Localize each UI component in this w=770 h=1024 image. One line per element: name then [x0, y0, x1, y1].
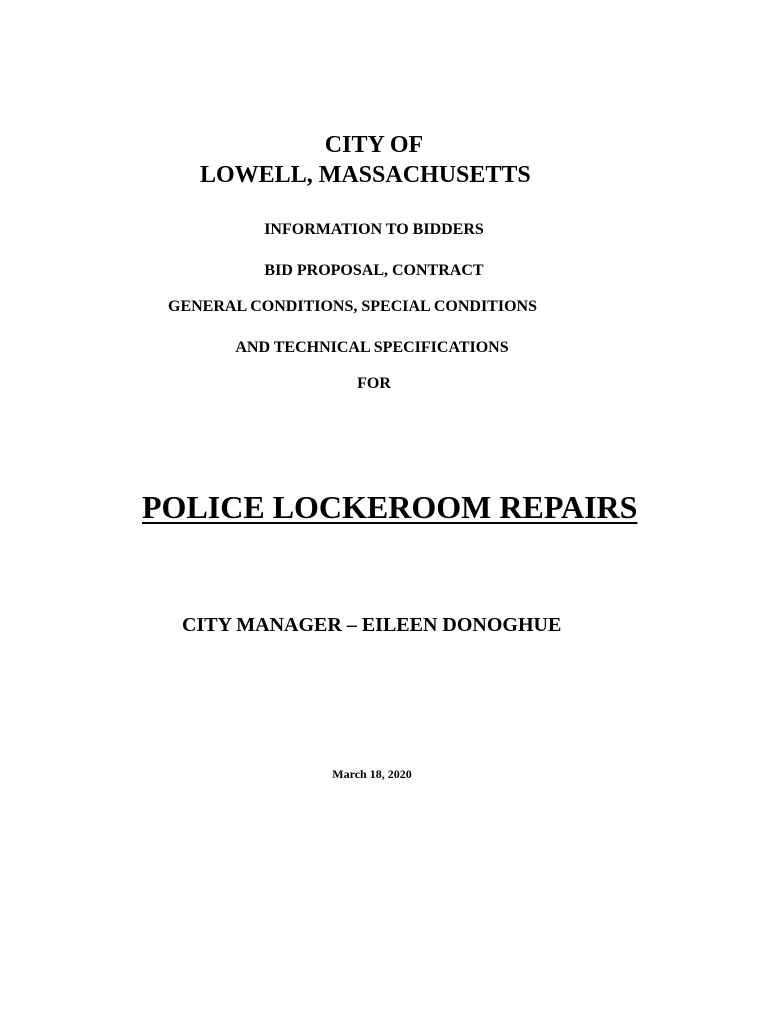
technical-specifications-heading: AND TECHNICAL SPECIFICATIONS — [235, 339, 509, 356]
information-to-bidders-heading: INFORMATION TO BIDDERS — [264, 221, 484, 238]
project-title: POLICE LOCKEROOM REPAIRS — [142, 489, 638, 525]
city-manager-line: CITY MANAGER – EILEEN DONOGHUE — [182, 614, 562, 636]
city-name-heading: LOWELL, MASSACHUSETTS — [200, 162, 531, 188]
general-conditions-heading: GENERAL CONDITIONS, SPECIAL CONDITIONS — [168, 298, 537, 315]
bid-proposal-heading: BID PROPOSAL, CONTRACT — [264, 262, 484, 279]
document-date: March 18, 2020 — [332, 767, 412, 781]
for-heading: FOR — [357, 375, 391, 392]
city-of-heading: CITY OF — [324, 132, 424, 158]
